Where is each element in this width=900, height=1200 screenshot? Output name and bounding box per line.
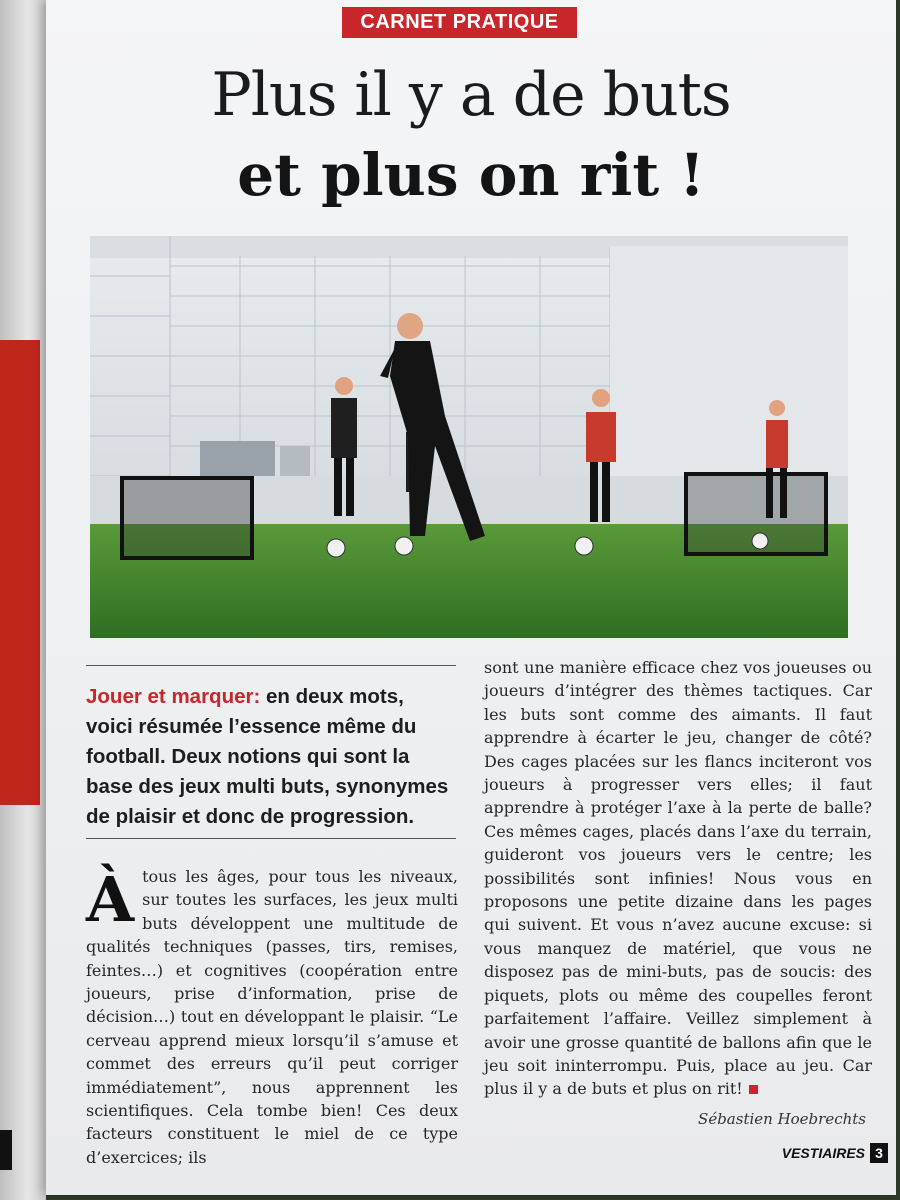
section-rubric: CARNET PRATIQUE	[342, 7, 577, 38]
previous-page-red-band	[0, 340, 40, 805]
intro-paragraph	[86, 682, 456, 832]
body-right-text: sont une manière efficace chez vos joueuses ou joueurs d’intégrer des thèmes tactiques. Car les buts sont comme des aimants. Il faut apprendre à écarter le jeu, changer de côté? Des cages placées sur les flancs inciteront vos joueurs à progresser vers elles; il faut apprendre à protéger l’axe à la perte de balle? Ces mêmes cages, placés dans l’axe du terrain, guideront vos joueurs vers le centre; les possibilités sont infinies! Nous vous en proposons une petite dizaine dans les pages qui suivent. Et vous n’avez aucune excuse: si vous manquez de matériel, que vous ne disposez pas de mini-buts, pas de soucis: des piquets, plots ou même des coupelles feront parfaitement l’affaire. Veillez simplement à avoir une grosse quantité de ballons afin que le jeu soit ininterrompu. Puis, place au jeu. Car plus il y a de buts et plus on rit!	[484, 658, 872, 1099]
page-number: 3	[870, 1143, 888, 1163]
drop-cap: À	[86, 863, 135, 936]
magazine-name: VESTIAIRES	[781, 1145, 865, 1161]
indoor-training-photo	[90, 236, 848, 638]
intro-top-rule	[86, 665, 456, 666]
previous-page-black-mark	[0, 1130, 12, 1170]
intro-bottom-rule	[86, 838, 456, 839]
intro-lead: Jouer et marquer:	[86, 685, 261, 708]
headline-line-2: et plus on rit !	[237, 141, 705, 209]
author-signature: Sébastien Hoebrechts	[698, 1110, 866, 1128]
page-footer	[782, 1143, 888, 1163]
intro-text: en deux mots, voici résumée l’essence même du football. Deux notions qui sont la base des jeux multi buts, synonymes de plaisir et donc de progression.	[86, 685, 449, 828]
body-column-right	[484, 656, 872, 1101]
headline-line-1: Plus il y a de buts	[211, 60, 731, 130]
article-photo	[90, 236, 848, 638]
magazine-page	[46, 0, 896, 1195]
end-mark-icon	[749, 1085, 758, 1094]
body-left-text: tous les âges, pour tous les niveaux, sur toutes les surfaces, les jeux multi buts développent une multitude de qualités techniques (passes, tirs, remises, feintes…) et cognitives (coopération entre joueurs, prise d’information, prise de décision…) tout en développant le plaisir. “Le cerveau apprend mieux lorsqu’il s’amuse et commet des erreurs qu’il peut corriger immédiatement”, nous apprennent les scientifiques. Cela tombe bien! Ces deux facteurs constituent le miel de ce type d’exercices; ils	[86, 867, 458, 1167]
body-column-left	[86, 865, 458, 1169]
